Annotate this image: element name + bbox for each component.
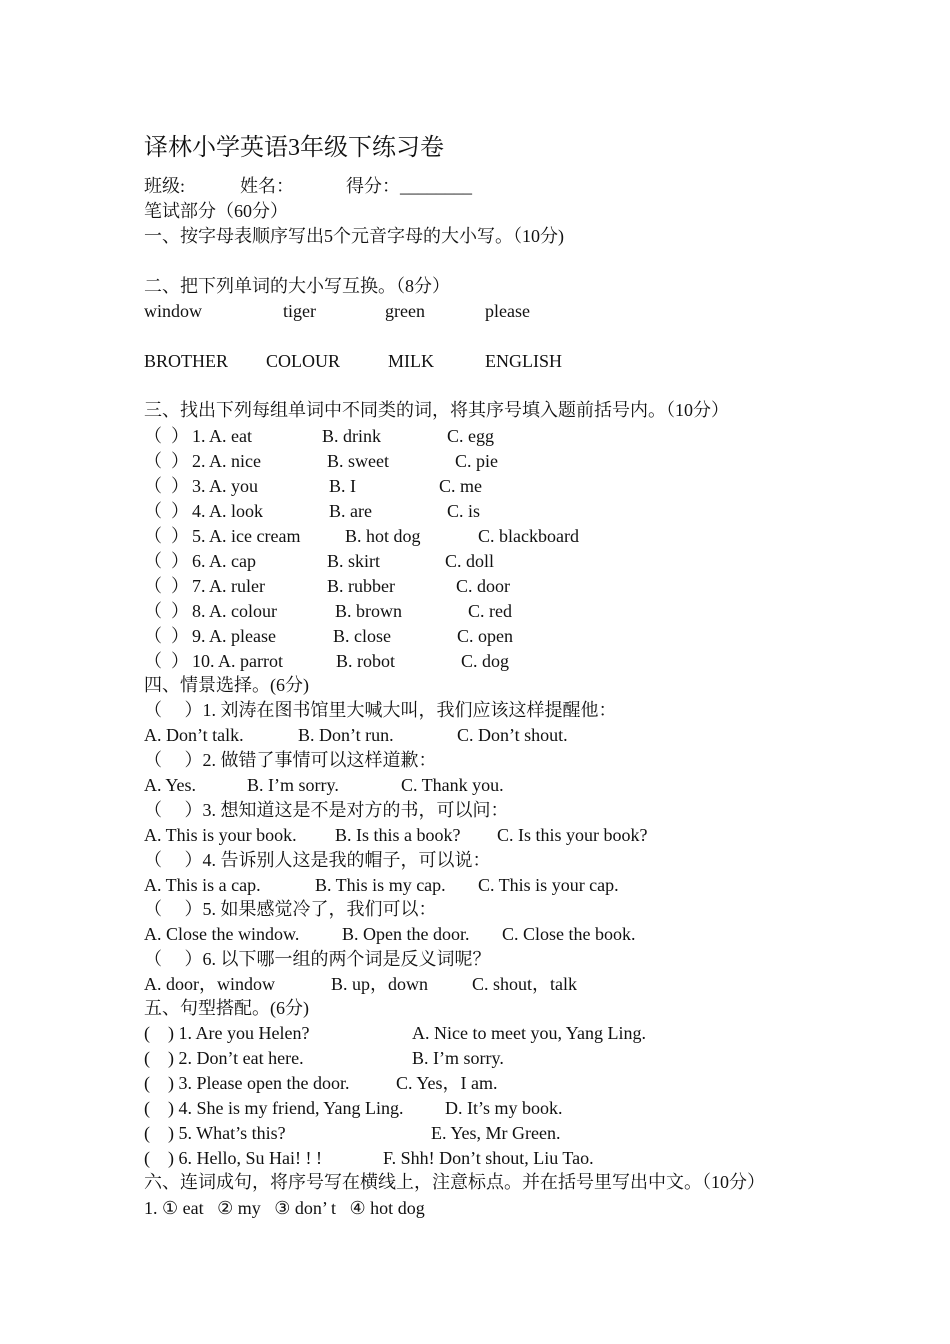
question-row xyxy=(144,649,890,674)
option-c: C. Thank you. xyxy=(401,775,504,795)
scenario-options xyxy=(144,823,890,848)
scenario-options xyxy=(144,922,890,947)
option-a: A. This is a cap. xyxy=(144,875,261,895)
answer-bracket: （ ） xyxy=(144,526,189,546)
scenario-question: （ ）2. 做错了事情可以这样道歉： xyxy=(144,750,437,770)
question-row xyxy=(144,574,890,599)
matching-answer: A. Nice to meet you, Yang Ling. xyxy=(412,1023,646,1043)
option-a: 3. A. you xyxy=(192,476,259,496)
option-b: B. robot xyxy=(336,651,396,671)
option-b: B. This is my cap. xyxy=(315,875,446,895)
reorder-item: 1. ① eat ② my ③ don’ t ④ hot dog xyxy=(144,1198,425,1218)
matching-answer: B. I’m sorry. xyxy=(412,1048,504,1068)
section6-heading: 六、连词成句，将序号写在横线上，注意标点。并在括号里写出中文。（10分） xyxy=(144,1172,765,1192)
word-item: COLOUR xyxy=(266,351,341,371)
scenario-question: （ ）6. 以下哪一组的两个词是反义词呢？ xyxy=(144,949,491,969)
section2-heading: 二、把下列单词的大小写互换。（8分） xyxy=(144,276,450,296)
matching-question: ( ) 4. She is my friend, Yang Ling. xyxy=(144,1098,404,1118)
option-b: B. I xyxy=(329,476,356,496)
option-a: 8. A. colour xyxy=(192,601,277,621)
matching-row xyxy=(144,1071,890,1096)
word-item: tiger xyxy=(283,301,316,321)
option-c: C. This is your cap. xyxy=(478,875,619,895)
page-title: 译林小学英语3年级下练习卷 xyxy=(144,135,444,161)
option-b: B. drink xyxy=(322,426,382,446)
option-c: C. door xyxy=(456,576,510,596)
question-row xyxy=(144,524,890,549)
answer-bracket: （ ） xyxy=(144,626,189,646)
option-b: B. Open the door. xyxy=(342,924,470,944)
option-b: B. Don’t run. xyxy=(298,725,394,745)
matching-row xyxy=(144,1121,890,1146)
option-a: 10. A. parrot xyxy=(192,651,283,671)
matching-answer: C. Yes，I am. xyxy=(396,1073,498,1093)
matching-row xyxy=(144,1021,890,1046)
score-label: 得分：________ xyxy=(346,176,472,196)
matching-row xyxy=(144,1146,890,1171)
option-c: C. Don’t shout. xyxy=(457,725,568,745)
option-b: B. Is this a book? xyxy=(335,825,461,845)
option-a: 9. A. please xyxy=(192,626,276,646)
option-b: B. close xyxy=(333,626,391,646)
matching-answer: E. Yes, Mr Green. xyxy=(431,1123,561,1143)
answer-bracket: （ ） xyxy=(144,576,189,596)
option-b: B. hot dog xyxy=(345,526,421,546)
question-row xyxy=(144,599,890,624)
option-c: C. Close the book. xyxy=(502,924,636,944)
matching-question: ( ) 2. Don’t eat here. xyxy=(144,1048,304,1068)
section1-heading: 一、按字母表顺序写出5个元音字母的大小写。（10分) xyxy=(144,226,564,246)
matching-answer: D. It’s my book. xyxy=(445,1098,563,1118)
scenario-question: （ ）3. 想知道这是不是对方的书，可以问： xyxy=(144,800,509,820)
matching-question: ( ) 1. Are you Helen? xyxy=(144,1023,310,1043)
word-item: BROTHER xyxy=(144,351,229,371)
option-c: C. blackboard xyxy=(478,526,579,546)
option-b: B. I’m sorry. xyxy=(247,775,339,795)
option-a: A. This is your book. xyxy=(144,825,297,845)
option-c: C. red xyxy=(468,601,512,621)
name-label: 姓名： xyxy=(240,176,294,196)
word-item: MILK xyxy=(388,351,434,371)
word-item: green xyxy=(385,301,425,321)
question-row xyxy=(144,424,890,449)
option-a: A. Don’t talk. xyxy=(144,725,244,745)
question-row xyxy=(144,499,890,524)
matching-question: ( ) 5. What’s this? xyxy=(144,1123,286,1143)
option-b: B. up，down xyxy=(331,974,429,994)
section2-word-row xyxy=(144,299,890,324)
option-c: C. doll xyxy=(445,551,495,571)
answer-bracket: （ ） xyxy=(144,601,189,621)
written-part-label: 笔试部分（60分） xyxy=(144,201,288,221)
option-b: B. skirt xyxy=(327,551,381,571)
option-c: C. pie xyxy=(455,451,498,471)
word-item: please xyxy=(485,301,530,321)
option-a: 2. A. nice xyxy=(192,451,261,471)
header-row xyxy=(144,174,890,199)
question-row xyxy=(144,549,890,574)
question-row xyxy=(144,474,890,499)
scenario-options xyxy=(144,972,890,997)
answer-bracket: （ ） xyxy=(144,501,189,521)
class-label: 班级: xyxy=(144,176,186,196)
option-c: C. shout，talk xyxy=(472,974,578,994)
option-b: B. sweet xyxy=(327,451,389,471)
scenario-question: （ ）4. 告诉别人这是我的帽子，可以说： xyxy=(144,850,491,870)
scenario-options xyxy=(144,873,890,898)
option-a: 1. A. eat xyxy=(192,426,252,446)
question-row xyxy=(144,449,890,474)
matching-answer: F. Shh! Don’t shout, Liu Tao. xyxy=(383,1148,594,1168)
option-a: A. Yes. xyxy=(144,775,197,795)
word-item: ENGLISH xyxy=(485,351,562,371)
answer-bracket: （ ） xyxy=(144,476,189,496)
matching-row xyxy=(144,1096,890,1121)
option-a: A. Close the window. xyxy=(144,924,300,944)
scenario-options xyxy=(144,723,890,748)
option-c: C. Is this your book? xyxy=(497,825,648,845)
option-b: B. brown xyxy=(335,601,402,621)
option-a: 6. A. cap xyxy=(192,551,256,571)
word-item: window xyxy=(144,301,202,321)
matching-question: ( ) 6. Hello, Su Hai! ! ! xyxy=(144,1148,322,1168)
section5-heading: 五、句型搭配。(6分) xyxy=(144,998,309,1018)
option-b: B. are xyxy=(329,501,372,521)
question-row xyxy=(144,624,890,649)
option-c: C. egg xyxy=(447,426,494,446)
answer-bracket: （ ） xyxy=(144,651,189,671)
answer-bracket: （ ） xyxy=(144,551,189,571)
section4-heading: 四、情景选择。(6分) xyxy=(144,675,309,695)
scenario-options xyxy=(144,773,890,798)
section2-word-row xyxy=(144,349,890,374)
matching-question: ( ) 3. Please open the door. xyxy=(144,1073,350,1093)
option-c: C. dog xyxy=(461,651,510,671)
answer-bracket: （ ） xyxy=(144,426,189,446)
scenario-question: （ ）1. 刘涛在图书馆里大喊大叫，我们应该这样提醒他： xyxy=(144,700,617,720)
section3-heading: 三、找出下列每组单词中不同类的词，将其序号填入题前括号内。（10分） xyxy=(144,400,729,420)
option-c: C. me xyxy=(439,476,482,496)
answer-bracket: （ ） xyxy=(144,451,189,471)
option-a: A. door，window xyxy=(144,974,275,994)
option-c: C. open xyxy=(457,626,513,646)
option-a: 4. A. look xyxy=(192,501,264,521)
option-c: C. is xyxy=(447,501,481,521)
scenario-question: （ ）5. 如果感觉冷了，我们可以： xyxy=(144,899,437,919)
option-a: 5. A. ice cream xyxy=(192,526,301,546)
option-b: B. rubber xyxy=(327,576,395,596)
option-a: 7. A. ruler xyxy=(192,576,265,596)
matching-row xyxy=(144,1046,890,1071)
